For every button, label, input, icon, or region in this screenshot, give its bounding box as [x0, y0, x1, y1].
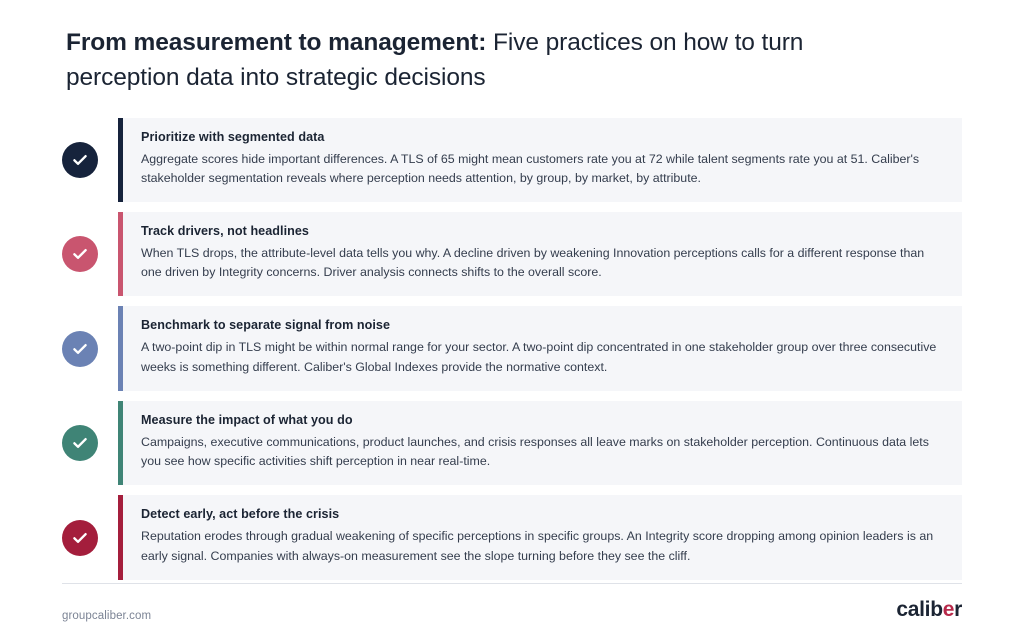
item-title: Detect early, act before the crisis — [141, 507, 340, 522]
check-circle-icon — [62, 331, 98, 367]
item-body — [123, 495, 962, 579]
check-circle-icon — [62, 520, 98, 556]
check-wrapper — [62, 306, 118, 390]
page-title-rest: Five practices on how to turn perception data into strategic decisions — [66, 29, 804, 91]
list-item — [62, 306, 962, 390]
item-text: When TLS drops, the attribute-level data tells you why. A decline driven by weakening Innovation perceptions calls for a different response than one driven by Integrity concerns. Driver analysis connects shifts to the overall score. — [141, 246, 925, 280]
page-title-lead: From measurement to management: — [66, 29, 487, 56]
item-body — [123, 212, 962, 296]
item-body — [123, 118, 962, 202]
list-item — [62, 495, 962, 579]
item-title: Prioritize with segmented data — [141, 129, 325, 144]
check-wrapper — [62, 212, 118, 296]
item-title: Measure the impact of what you do — [141, 412, 353, 427]
check-circle-icon — [62, 236, 98, 272]
check-wrapper — [62, 495, 118, 579]
item-text: A two-point dip in TLS might be within normal range for your sector. A two-point dip concentrated in one stakeholder group over three consecutive weeks is something different. Caliber's Global Indexes provide the normative context. — [141, 340, 937, 374]
item-text: Reputation erodes through gradual weakening of specific perceptions in specific groups. An Integrity score dropping among opinion leaders is an early signal. Companies with always-on measurement see the slope turning before they see the cliff. — [141, 529, 934, 563]
caliber-logo — [896, 598, 962, 622]
list-item — [62, 212, 962, 296]
check-wrapper — [62, 118, 118, 202]
list-item — [62, 401, 962, 485]
check-circle-icon — [62, 142, 98, 178]
footer — [62, 583, 962, 622]
list-item — [62, 118, 962, 202]
item-text: Aggregate scores hide important differences. A TLS of 65 might mean customers rate you at 72 while talent segments rate you at 51. Caliber's stakeholder segmentation reveals where perception needs attention, by group, by market, by attribute. — [141, 151, 920, 185]
logo-main: calib — [896, 598, 943, 621]
item-title: Track drivers, not headlines — [141, 224, 309, 238]
footer-row — [62, 598, 962, 622]
check-circle-icon — [62, 425, 98, 461]
check-wrapper — [62, 401, 118, 485]
item-text: Campaigns, executive communications, product launches, and crisis responses all leave marks on stakeholder perception. Continuous data lets you see how specific activities shift perception in near real-time. — [141, 434, 929, 469]
practices-list — [62, 118, 962, 580]
page-title — [66, 26, 896, 96]
item-title: Benchmark to separate signal from noise — [141, 318, 391, 333]
item-body — [123, 401, 962, 485]
footer-divider — [62, 583, 962, 584]
logo-accent: e — [942, 598, 955, 621]
footer-url: groupcaliber.com — [62, 610, 152, 622]
item-body — [123, 306, 962, 390]
logo-tail: r — [954, 598, 962, 621]
